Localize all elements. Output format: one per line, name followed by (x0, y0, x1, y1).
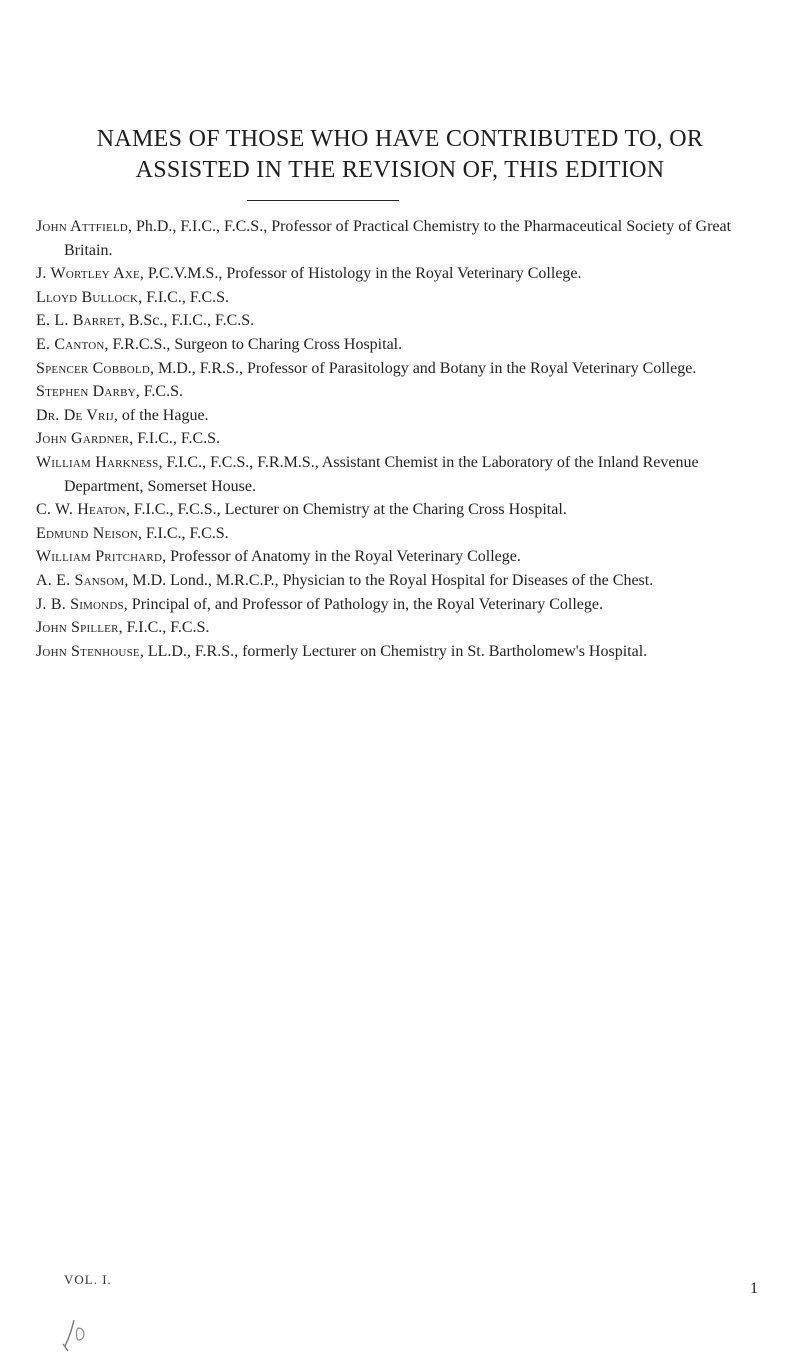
contributor-name: John Gardner (36, 430, 130, 448)
contributor-entry (36, 498, 764, 522)
contributor-name: A. E. Sansom (36, 571, 125, 589)
contributor-name: E. L. Barret (36, 312, 121, 330)
contributor-entry (36, 286, 764, 310)
contributor-name: J. Wortley Axe (36, 265, 140, 283)
contributor-details: , F.I.C., F.C.S. (137, 524, 229, 542)
contributor-entry (36, 593, 764, 617)
contributor-details: , of the Hague. (113, 406, 209, 424)
contributor-entry (36, 357, 764, 381)
contributor-entry (36, 545, 764, 569)
contributor-name: John Attfield (36, 218, 128, 235)
contributor-details: , P.C.V.M.S., Professor of Histology in the Royal Veterinary College. (139, 265, 582, 283)
contributor-entry (36, 262, 764, 286)
contributor-details: , M.D., F.R.S., Professor of Parasitology and Botany in the Royal Veterinary College. (149, 359, 697, 377)
page-heading (0, 124, 800, 186)
contributor-entry (36, 404, 764, 428)
contributor-name: J. B. Simonds (36, 595, 124, 613)
contributor-name: Dr. De Vrij (36, 406, 114, 424)
contributor-entry (36, 522, 764, 546)
contributor-details: , F.C.S. (135, 383, 183, 401)
contributor-name: William Pritchard (36, 548, 163, 566)
handwritten-mark-icon (60, 1314, 90, 1354)
contributor-name: John Spiller (36, 619, 119, 637)
contributor-entry (36, 640, 764, 664)
contributor-entry (36, 616, 764, 640)
contributor-entry (36, 569, 764, 593)
contributor-name: Stephen Darby (36, 383, 136, 401)
contributor-details: , F.I.C., F.C.S., Lecturer on Chemistry at the Charing Cross Hospital. (125, 501, 567, 519)
contributor-name: John Stenhouse (36, 642, 140, 660)
contributor-details: , M.D. Lond., M.R.C.P., Physician to the Royal Hospital for Diseases of the Chest. (124, 571, 654, 589)
contributor-details: , Professor of Anatomy in the Royal Veterinary College. (162, 548, 521, 566)
contributor-list (36, 215, 764, 663)
contributor-name: Lloyd Bullock (36, 288, 139, 306)
contributor-details: , F.I.C., F.C.S., F.R.M.S., Assistant Chemist in the Laboratory of the Inland Revenue Department, Somerset House. (64, 453, 699, 495)
heading-divider (247, 200, 399, 201)
contributor-details: , F.R.C.S., Surgeon to Charing Cross Hospital. (104, 335, 403, 353)
contributor-entry (36, 380, 764, 404)
signature-mark: 1 (750, 1280, 758, 1297)
contributor-entry (36, 333, 764, 357)
contributor-details: , B.Sc., F.I.C., F.C.S. (120, 312, 255, 330)
volume-signature: VOL. I. (64, 1272, 112, 1287)
contributor-entry (36, 427, 764, 451)
contributor-details: , F.I.C., F.C.S. (129, 430, 221, 448)
contributor-entry (36, 309, 764, 333)
contributor-name: Edmund Neison (36, 524, 138, 542)
contributor-details: , F.I.C., F.C.S. (138, 288, 230, 306)
contributor-name: William Harkness (36, 453, 159, 471)
contributor-details: , Principal of, and Professor of Pathology in, the Royal Veterinary College. (123, 595, 603, 613)
contributor-name: Spencer Cobbold (36, 359, 150, 377)
heading-line-1: NAMES OF THOSE WHO HAVE CONTRIBUTED TO, OR (96, 126, 704, 152)
contributor-name: E. Canton (36, 335, 105, 353)
contributor-name: C. W. Heaton (36, 501, 126, 519)
heading-line-2: ASSISTED IN THE REVISION OF, THIS EDITION (135, 157, 665, 183)
contributor-entry (36, 215, 764, 262)
contributor-details: , Ph.D., F.I.C., F.C.S., Professor of Practical Chemistry to the Pharmaceutical Society of Great Britain. (64, 218, 732, 259)
contributor-details: , LL.D., F.R.S., formerly Lecturer on Chemistry in St. Bartholomew's Hospital. (139, 642, 648, 660)
contributor-entry (36, 451, 764, 498)
contributor-details: , F.I.C., F.C.S. (118, 619, 210, 637)
